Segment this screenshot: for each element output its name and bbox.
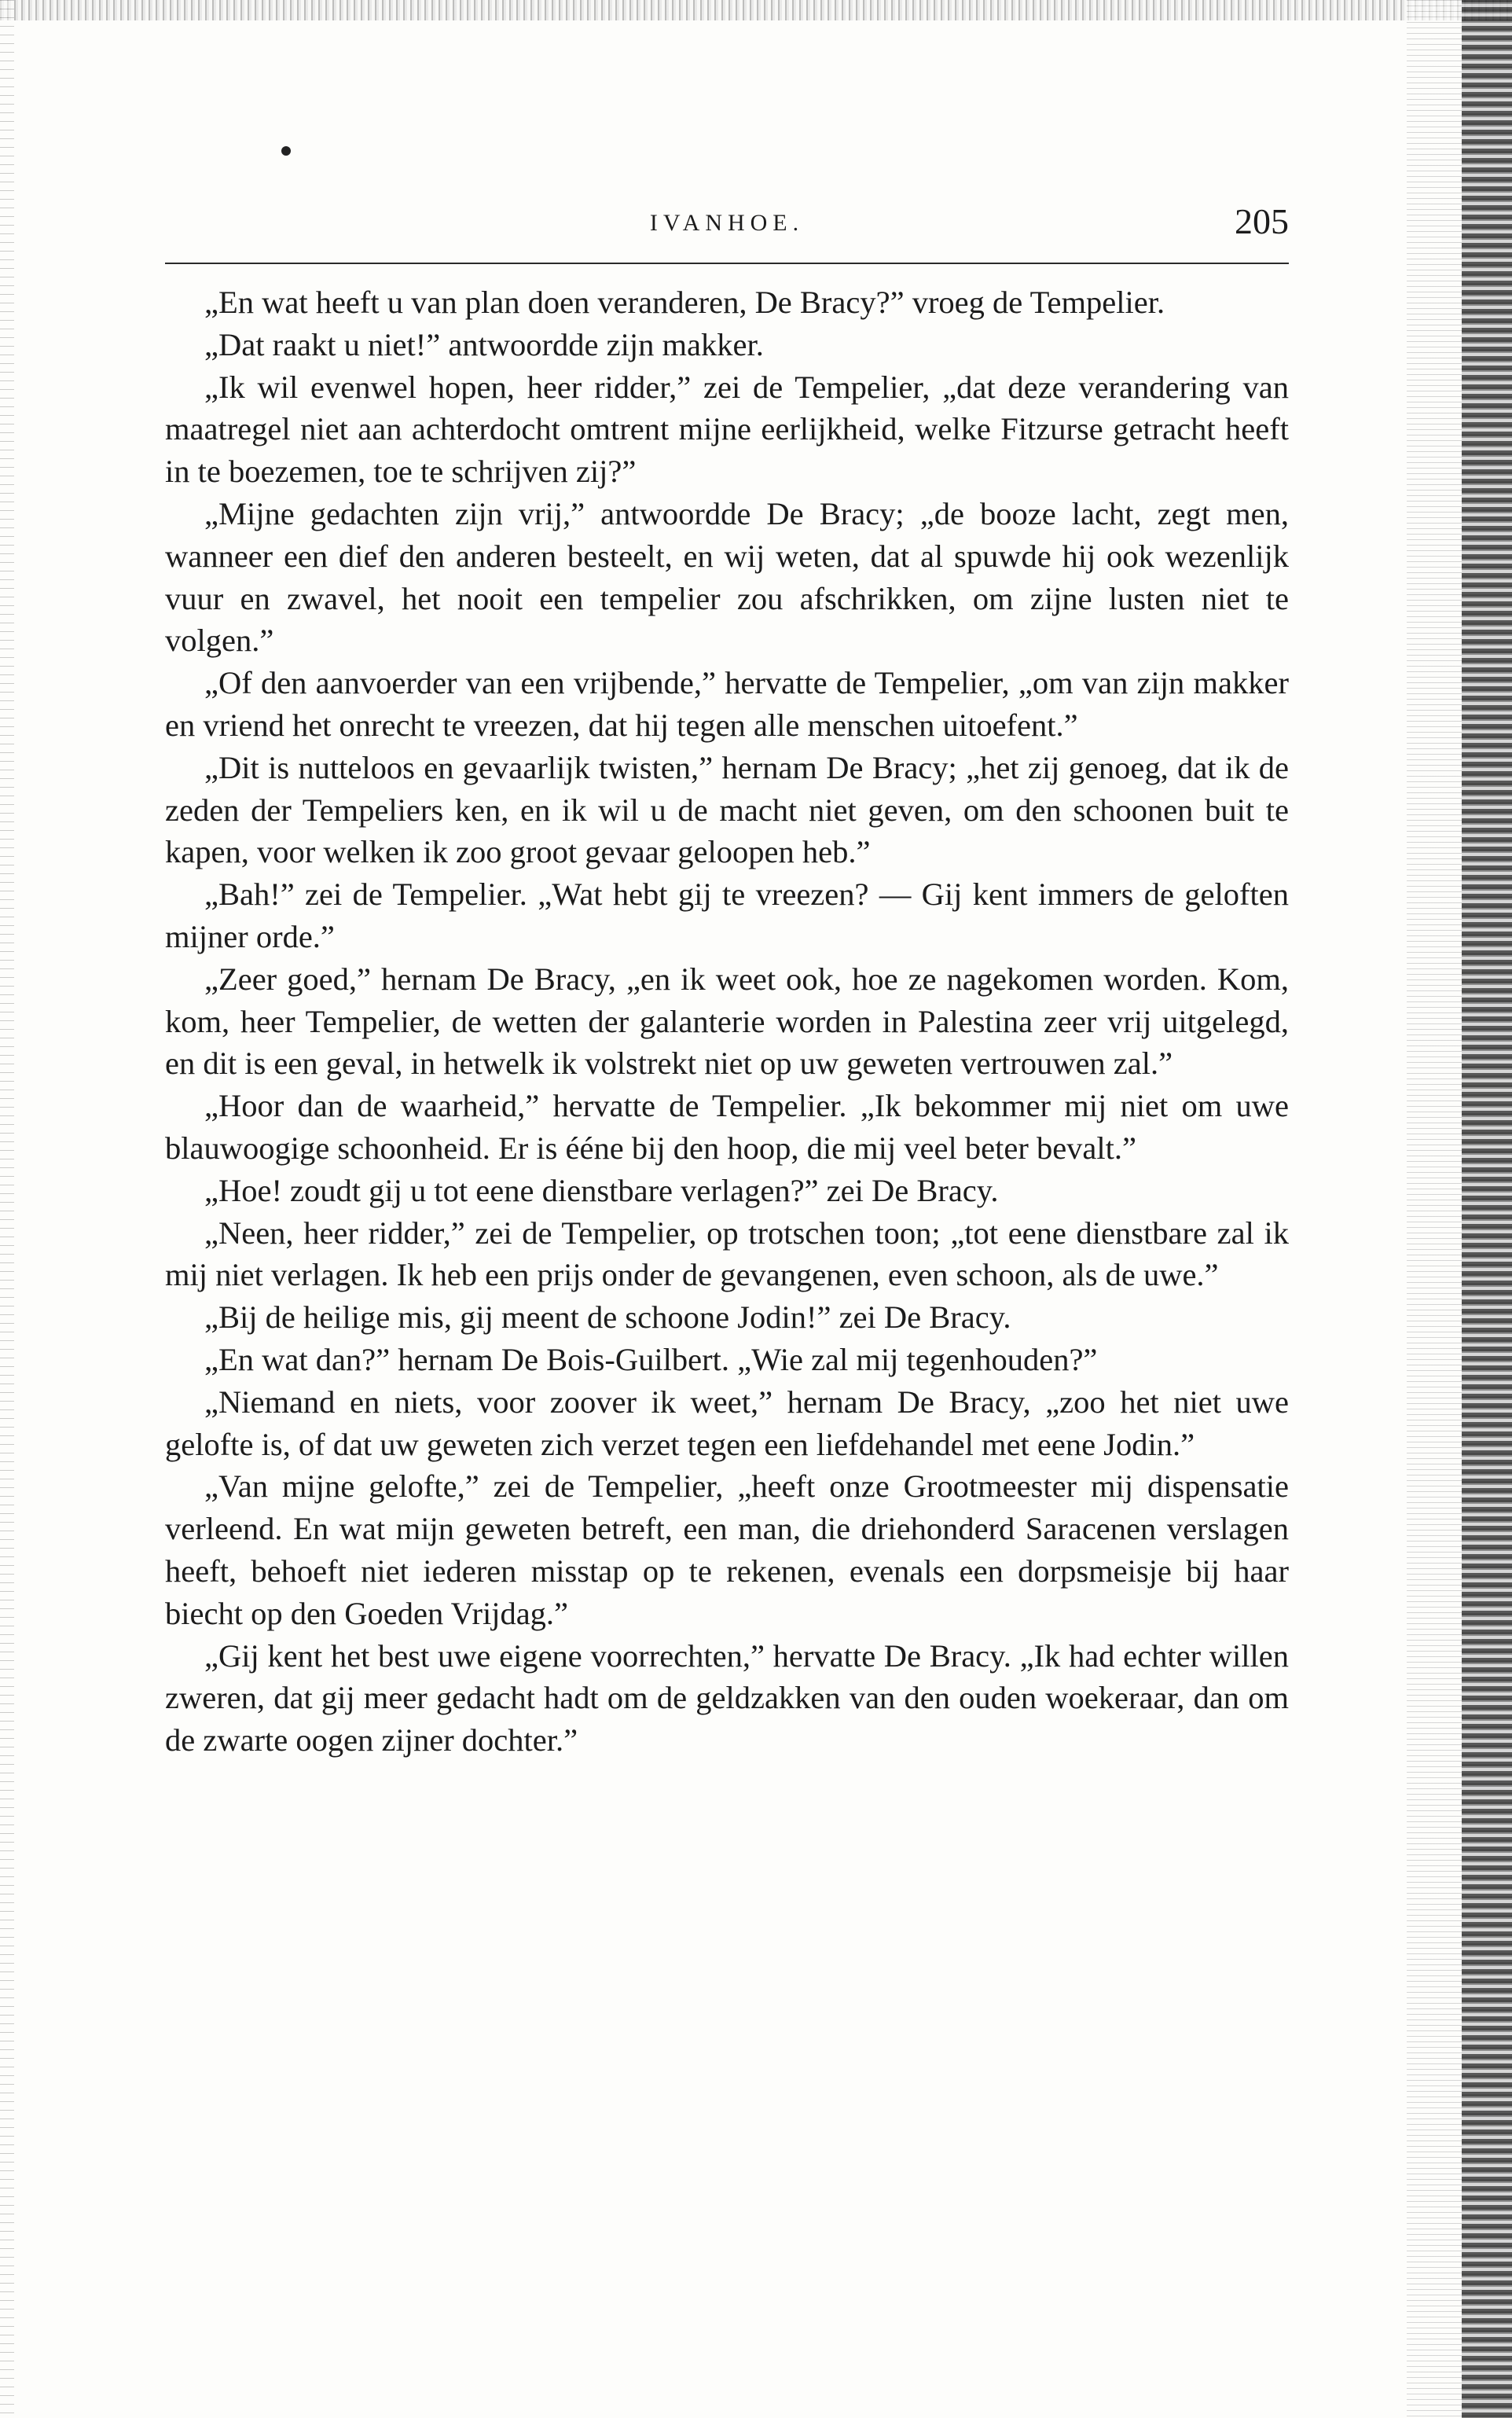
paragraph: „Ik wil evenwel hopen, heer ridder,” zei de Tempelier, „dat deze verandering van maatregel niet aan achterdocht omtrent mijne eerlijkheid, welke Fitzurse getracht heeft in te boezemen, toe te schrijven zij?”	[165, 369, 1289, 490]
paragraph: „Dit is nutteloos en gevaarlijk twisten,” hernam De Bracy; „het zij genoeg, dat ik de zeden der Tempeliers ken, en ik wil u de macht niet geven, om den schoonen buit te kapen, voor welken ik zoo groot gevaar geloopen heb.”	[165, 749, 1289, 870]
paragraph: „Neen, heer ridder,” zei de Tempelier, op trotschen toon; „tot eene dienstbare zal ik mij niet verlagen. Ik heb een prijs onder de gevangenen, even schoon, als de uwe.”	[165, 1215, 1289, 1293]
body-text	[165, 281, 1289, 1762]
header-rule	[165, 263, 1289, 264]
paragraph: „Bah!” zei de Tempelier. „Wat hebt gij te vreezen? — Gij kent immers de geloften mijner orde.”	[165, 876, 1289, 954]
paragraph: „Gij kent het best uwe eigene voorrechten,” hervatte De Bracy. „Ik had echter willen zweren, dat gij meer gedacht hadt om de geldzakken van den ouden woekeraar, dan om de zwarte oogen zijner dochter.”	[165, 1637, 1289, 1758]
paragraph: „En wat heeft u van plan doen veranderen, De Bracy?” vroeg de Tempelier.	[204, 285, 1165, 320]
paragraph: „Hoor dan de waarheid,” hervatte de Tempelier. „Ik bekommer mij niet om uwe blauwoogige schoonheid. Er is ééne bij den hoop, die mij veel beter bevalt.”	[165, 1088, 1289, 1166]
scan-edge-right	[1462, 0, 1512, 2418]
running-title: IVANHOE.	[649, 210, 805, 236]
scan-edge-left	[0, 0, 14, 2418]
paragraph: „Van mijne gelofte,” zei de Tempelier, „heeft onze Grootmeester mij dispensatie verleend. En wat mijn geweten betreft, een man, die driehonderd Saracenen verslagen heeft, behoeft niet iederen misstap op te rekenen, evenals een dorpsmeisje bij haar biecht op den Goeden Vrijdag.”	[165, 1468, 1289, 1631]
scan-shadow-right	[1407, 0, 1462, 2418]
paragraph: „En wat dan?” hernam De Bois-Guilbert. „Wie zal mij tegenhouden?”	[204, 1341, 1098, 1377]
paragraph: „Bij de heilige mis, gij meent de schoone Jodin!” zei De Bracy.	[204, 1299, 1011, 1336]
paragraph: „Hoe! zoudt gij u tot eene dienstbare verlagen?” zei De Bracy.	[204, 1172, 999, 1208]
paragraph: „Dat raakt u niet!” antwoordde zijn makker.	[204, 326, 764, 362]
paragraph: „Of den aanvoerder van een vrijbende,” hervatte de Tempelier, „om van zijn makker en vriend het onrecht te vreezen, dat hij tegen alle menschen uitoefent.”	[165, 665, 1289, 743]
page-number: 205	[1235, 201, 1289, 241]
paragraph: „Niemand en niets, voor zoover ik weet,” hernam De Bracy, „zoo het niet uwe gelofte is, of dat uw geweten zich verzet tegen een liefdehandel met eene Jodin.”	[165, 1384, 1289, 1462]
ink-spot	[281, 146, 291, 156]
paragraph: „Mijne gedachten zijn vrij,” antwoordde De Bracy; „de booze lacht, zegt men, wanneer een dief den anderen besteelt, en wij weten, dat al spuwde hij ook wezenlijk vuur en zwavel, het nooit een tempelier zou afschrikken, om zijne lusten niet te volgen.”	[165, 495, 1289, 659]
page-header	[165, 200, 1289, 255]
scan-edge-top	[0, 0, 1512, 20]
paragraph: „Zeer goed,” hernam De Bracy, „en ik weet ook, hoe ze nagekomen worden. Kom, kom, heer Tempelier, de wetten der galanterie worden in Palestina zeer vrij uitgelegd, en dit is een geval, in hetwelk ik volstrekt niet op uw geweten vertrouwen zal.”	[165, 961, 1289, 1082]
